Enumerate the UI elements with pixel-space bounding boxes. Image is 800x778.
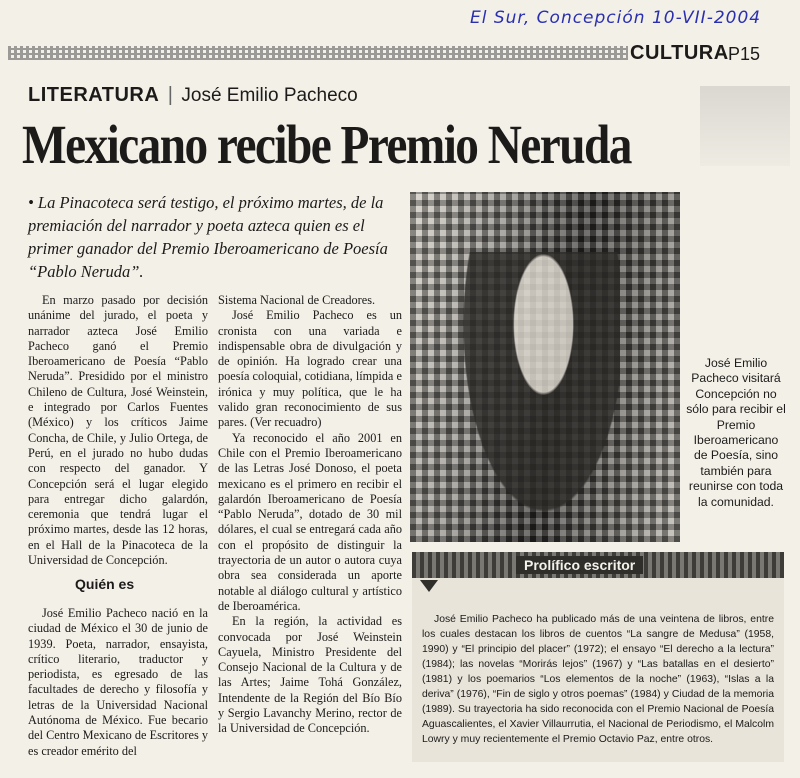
kicker-name: José Emilio Pacheco (181, 85, 358, 106)
body-column-1-continued (28, 606, 208, 759)
portrait-figure (450, 252, 620, 542)
kicker-separator: | (167, 84, 173, 106)
body-paragraph: Sistema Nacional de Creadores. (218, 293, 376, 307)
page-number: P15 (728, 44, 761, 64)
sidebar-box (412, 552, 784, 762)
body-paragraph: José Emilio Pacheco nació en la ciudad de México el 30 de junio de 1939. Poeta, narrador, ensayista, crítico literario, traductor y periodista, es egresado de las facultades de derecho y filosofía y letras de la Universidad Nacional Autónoma de México. Fue becario del Centro Mexicano de Escritores y es creador emérito del (28, 606, 208, 758)
body-paragraph: Ya reconocido el año 2001 en Chile con el Premio Iberoamericano de las Letras José Donoso, el poeta mexicano es el primero en recibir el galardón Iberoamericano de Poesía “Pablo Neruda”, dotado de 30 mil dólares, el cual se entregará cada año con el propósito de distinguir la trayectoria de un autor o autora cuya obra sea considerada un aporte notable al diálogo cultural y artístico de Iberoamérica. (218, 430, 402, 613)
portrait-photo (410, 192, 680, 542)
body-column-2 (218, 293, 402, 737)
section-title: CULTURA (630, 42, 729, 64)
kicker-category: LITERATURA (28, 84, 160, 106)
handwritten-date-note: El Sur, Concepción 10-VII-2004 (470, 8, 762, 28)
triangle-marker-icon (420, 580, 438, 592)
photo-caption: José Emilio Pacheco visitará Concepción no sólo para recibir el Premio Iberoamericano de Poesía, sino también para reunirse con toda la comunidad. (686, 356, 786, 509)
lead-paragraph: • La Pinacoteca será testigo, el próximo martes, de la premiación del narrador y poeta azteca quien es el primer ganador del Premio Iberoamericano de Poesía “Pablo Neruda”. (28, 193, 388, 281)
sidebar-title: Prolífico escritor (516, 556, 643, 574)
subhead: Quién es (75, 576, 135, 592)
sidebar-text: José Emilio Pacheco ha publicado más de una veintena de libros, entre los cuales destacan los libros de cuentos “La sangre de Medusa” (1958, 1990) y “El principio del placer” (1972); el ensayo “El derecho a la lectura” (1984); las novelas “Morirás lejos” (1967) y “Las batallas en el desierto” (1981) y los poemarios “Los elementos de la noche” (1963), “Islas a la deriva” (1976), “Fin de siglo y otros poemas” (1984) y Ciudad de la memoria (1989). Su trayectoria ha sido reconocida con el Premio Nacional de Poesía Aguascalientes, el Xavier Villaurrutia, el Nacional de Periodismo, el Malcolm Lowry y muy recientemente el Premio Octavio Paz, entre otros. (422, 614, 774, 745)
headline: Mexicano recibe Premio Neruda (22, 114, 631, 175)
body-paragraph: En marzo pasado por decisión unánime del jurado, el poeta y narrador azteca José Emilio Pacheco ganó el Premio Iberoamericano de Poesía “Pablo Neruda”. Presidido por el ministro Chileno de Cultura, José Weinstein, e integrado por Carlos Fuentes (México) y los críticos Jaime Concha, de Chile, y Julio Ortega, de Perú, en el jurado no hubo dudas con respecto del ganador. Y Concepción será el lugar elegido para entregar dicho galardón, ceremonia que tendrá lugar el próximo martes, desde las 12 horas, en el Hall de la Pinacoteca de la Universidad de Concepción. (28, 293, 208, 568)
header-rule (8, 46, 628, 60)
bleed-through-shadow (700, 86, 790, 166)
body-paragraph: En la región, la actividad es convocada por José Weinstein Cayuela, Ministro Presidente del Consejo Nacional de la Cultura y de las Artes; Jaime Tohá González, Intendente de la Región del Bío Bío y Sergio Lavanchy Merino, rector de la Universidad de Concepción. (218, 614, 402, 736)
kicker (28, 84, 358, 107)
body-paragraph: José Emilio Pacheco es un cronista con una variada e indispensable obra de divulgación y de opinión. Ha logrado crear una poesía coloquial, cotidiana, límpida e irónica y muy política, que le ha valido gran reconocimiento de sus pares. (Ver recuadro) (218, 308, 402, 430)
body-column-1 (28, 293, 208, 568)
